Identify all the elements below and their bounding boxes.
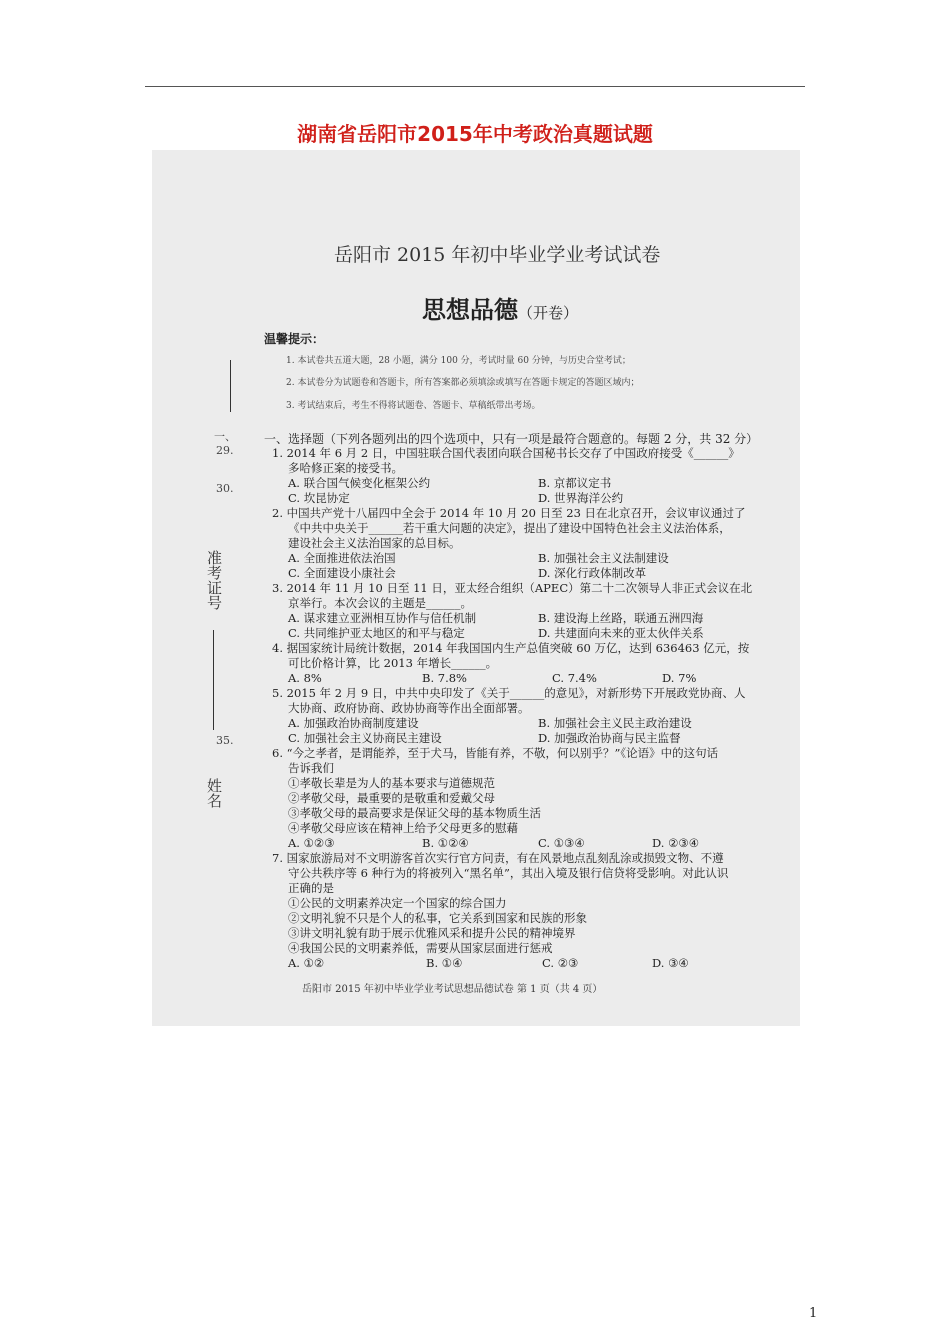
tips-heading: 温馨提示：: [264, 332, 325, 346]
option: A. 加强政治协商制度建设: [288, 716, 419, 730]
question-line: 1. 2014 年 6 月 2 日，中国驻联合国代表团向联合国秘书长交存了中国政府接受《______》: [272, 446, 740, 460]
subject-paren: （开卷）: [518, 304, 579, 322]
question-line: 可比价格计算，比 2013 年增长______。: [288, 656, 498, 670]
option: B. ①④: [426, 956, 463, 970]
option: B. ①②④: [422, 836, 469, 850]
exam-subject: [422, 290, 578, 325]
option: B. 加强社会主义民主政治建设: [538, 716, 692, 730]
statement: ③孝敬父母的最高要求是保证父母的基本物质生活: [288, 806, 541, 820]
question-line: 告诉我们: [288, 761, 334, 775]
question-line: 大协商、政府协商、政协协商等作出全面部署。: [288, 701, 530, 715]
option: D. 共建面向未来的亚太伙伴关系: [538, 626, 704, 640]
margin-line: [213, 630, 214, 730]
header-rule: [145, 86, 805, 87]
statement: ②文明礼貌不只是个人的私事，它关系到国家和民族的形象: [288, 911, 587, 925]
option: B. 建设海上丝路，联通五洲四海: [538, 611, 704, 625]
option: D. ③④: [652, 956, 689, 970]
option: C. 全面建设小康社会: [288, 566, 396, 580]
name-label: 姓名: [205, 778, 223, 808]
question-line: 5. 2015 年 2 月 9 日，中共中央印发了《关于______的意见》，对新形势下开展政党协商、人: [272, 686, 746, 700]
option: C. 坎昆协定: [288, 491, 350, 505]
question-line: 多哈修正案的接受书。: [288, 461, 403, 475]
option: A. 8%: [288, 671, 322, 685]
option: B. 7.8%: [422, 671, 467, 685]
option: C. 加强社会主义协商民主建设: [288, 731, 442, 745]
question-line: 6. “今之孝者，是谓能养，至于犬马，皆能有养，不敬，何以别乎？”《论语》中的这句话: [272, 746, 719, 760]
margin-number-30: 30.: [216, 482, 234, 495]
scanned-exam-page: [152, 150, 800, 1026]
option: C. 共同维护亚太地区的和平与稳定: [288, 626, 465, 640]
statement: ①孝敬长辈是为人的基本要求与道德规范: [288, 776, 495, 790]
option: D. 加强政治协商与民主监督: [538, 731, 681, 745]
margin-line: [230, 360, 231, 412]
document-title: 湖南省岳阳市2015年中考政治真题试题: [297, 122, 653, 146]
page-number: 1: [809, 1306, 818, 1321]
option: A. 联合国气候变化框架公约: [288, 476, 431, 490]
section-heading: 一、选择题（下列各题列出的四个选项中，只有一项是最符合题意的。每题 2 分，共 32 分）: [264, 432, 759, 446]
statement: ①公民的文明素养决定一个国家的综合国力: [288, 896, 507, 910]
margin-roman-one: 一、: [214, 430, 236, 443]
option: D. 7%: [662, 671, 697, 685]
question-line: 建设社会主义法治国家的总目标。: [288, 536, 461, 550]
subject-text: 思想品德: [422, 295, 518, 324]
question-line: 2. 中国共产党十八届四中全会于 2014 年 10 月 20 日至 23 日在北京召开，会议审议通过了: [272, 506, 746, 520]
option: C. 7.4%: [552, 671, 597, 685]
option: B. 京都议定书: [538, 476, 612, 490]
question-line: 7. 国家旅游局对不文明游客首次实行官方问责，有在风景地点乱刻乱涂或损毁文物、不遵: [272, 851, 724, 865]
option: D. 深化行政体制改革: [538, 566, 647, 580]
option: A. ①②③: [288, 836, 335, 850]
option: B. 加强社会主义法制建设: [538, 551, 669, 565]
statement: ②孝敬父母，最重要的是敬重和爱戴父母: [288, 791, 495, 805]
exam-id-label: 准考证号: [205, 550, 223, 610]
statement: ④我国公民的文明素养低，需要从国家层面进行惩戒: [288, 941, 553, 955]
tip-item: 1. 本试卷共五道大题，28 小题，满分 100 分，考试时量 60 分钟，与历史合堂考试；: [286, 356, 631, 366]
question-line: 《中共中央关于______若干重大问题的决定》，提出了建设中国特色社会主义法治体系，: [288, 521, 731, 535]
tip-item: 2. 本试卷分为试题卷和答题卡，所有答案都必须填涂或填写在答题卡规定的答题区域内；: [286, 378, 640, 388]
option: C. ①③④: [538, 836, 585, 850]
option: A. 谋求建立亚洲相互协作与信任机制: [288, 611, 477, 625]
question-line: 4. 据国家统计局统计数据，2014 年我国国内生产总值突破 60 万亿，达到 636463 亿元，按: [272, 641, 750, 655]
option: C. ②③: [542, 956, 579, 970]
question-line: 3. 2014 年 11 月 10 日至 11 日，亚太经合组织（APEC）第二十二次领导人非正式会议在北: [272, 581, 753, 595]
question-line: 京举行。本次会议的主题是______。: [288, 596, 472, 610]
option: A. ①②: [288, 956, 325, 970]
option: A. 全面推进依法治国: [288, 551, 396, 565]
margin-number-29: 29.: [216, 444, 234, 457]
exam-page-footer: 岳阳市 2015 年初中毕业学业考试思想品德试卷 第 1 页（共 4 页）: [302, 984, 603, 995]
question-line: 正确的是: [288, 881, 334, 895]
statement: ④孝敬父母应该在精神上给予父母更多的慰藉: [288, 821, 518, 835]
option: D. 世界海洋公约: [538, 491, 624, 505]
tip-item: 3. 考试结束后，考生不得将试题卷、答题卡、草稿纸带出考场。: [286, 401, 541, 411]
exam-title: 岳阳市 2015 年初中毕业学业考试试卷: [334, 244, 661, 266]
question-line: 守公共秩序等 6 种行为的将被列入“黑名单”，其出入境及银行信贷将受影响。对此认识: [288, 866, 729, 880]
option: D. ②③④: [652, 836, 700, 850]
statement: ③讲文明礼貌有助于展示优雅风采和提升公民的精神境界: [288, 926, 576, 940]
margin-number-35: 35.: [216, 734, 234, 747]
